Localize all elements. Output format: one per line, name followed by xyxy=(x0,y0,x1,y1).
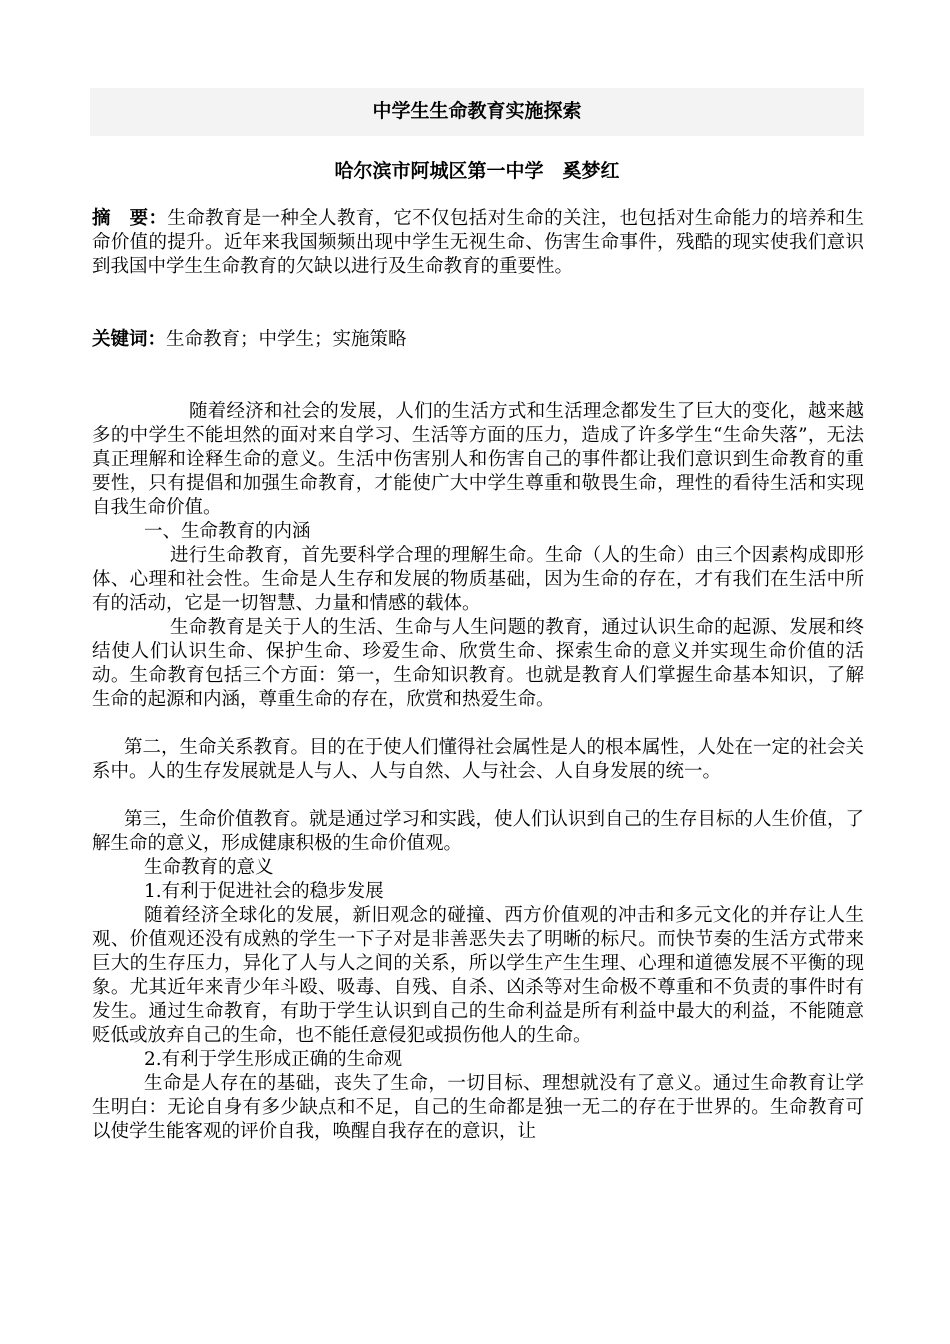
spacer xyxy=(92,784,864,808)
keywords xyxy=(92,328,864,352)
spacer xyxy=(92,712,864,736)
subheading-2: 2.有利于学生形成正确的生命观 xyxy=(144,1049,403,1070)
author-line: 哈尔滨市阿城区第一中学 奚梦红 xyxy=(334,160,620,182)
abstract-label: 摘 要： xyxy=(92,208,168,229)
paragraph-1: 进行生命教育，首先要科学合理的理解生命。生命（人的生命）由三个因素构成即形体、心理和社会性。生命是人生存和发展的物质基础，因为生命的存在，才有我们在生活中所有的活动，它是一切智慧、力量和情感的载体。 xyxy=(92,545,864,614)
paragraph-6: 生命是人存在的基础，丧失了生命，一切目标、理想就没有了意义。通过生命教育让学生明白：无论自身有多少缺点和不足，自己的生命都是独一无二的存在于世界的。生命教育可以使学生能客观的评价自我，唤醒自我存在的意识，让 xyxy=(92,1073,864,1142)
paragraph-3: 第二，生命关系教育。目的在于使人们懂得社会属性是人的根本属性，人处在一定的社会关系中。人的生存发展就是人与人、人与自然、人与社会、人自身发展的统一。 xyxy=(92,737,865,782)
paragraph-5: 随着经济全球化的发展，新旧观念的碰撞、西方价值观的冲击和多元文化的并存让人生观、价值观还没有成熟的学生一下子对是非善恶失去了明晰的标尺。而快节奏的生活方式带来巨大的生存压力，异化了人与人之间的关系，所以学生产生生理、心理和道德发展不平衡的现象。尤其近年来青少年斗殴、吸毒、自残、自杀、凶杀等对生命极不尊重和不负责的事件时有发生。通过生命教育，有助于学生认识到自己的生命利益是所有利益中最大的利益，不能随意贬低或放弃自己的生命，也不能任意侵犯或损伤他人的生命。 xyxy=(92,905,864,1046)
keywords-text: 生命教育；中学生；实施策略 xyxy=(166,329,407,350)
paragraph-2: 生命教育是关于人的生活、生命与人生问题的教育，通过认识生命的起源、发展和终结使人们认识生命、保护生命、珍爱生命、欣赏生命、探索生命的意义并实现生命价值的活动。生命教育包括三个方面：第一，生命知识教育。也就是教育人们掌握生命基本知识，了解生命的起源和内涵，尊重生命的存在，欣赏和热爱生命。 xyxy=(92,617,864,710)
keywords-label: 关键词： xyxy=(92,329,167,350)
abstract-text: 生命教育是一种全人教育，它不仅包括对生命的关注，也包括对生命能力的培养和生命价值的提升。近年来我国频频出现中学生无视生命、伤害生命事件，残酷的现实使我们意识到我国中学生生命教育的欠缺以进行及生命教育的重要性。 xyxy=(92,208,864,277)
paragraph-4: 第三，生命价值教育。就是通过学习和实践，使人们认识到自己的生存目标的人生价值，了解生命的意义，形成健康积极的生命价值观。 xyxy=(92,809,865,854)
abstract xyxy=(92,207,864,279)
section-heading-1: 一、生命教育的内涵 xyxy=(144,521,311,542)
intro-paragraph: 随着经济和社会的发展，人们的生活方式和生活理念都发生了巨大的变化，越来越多的中学生不能坦然的面对来自学习、生活等方面的压力，造成了许多学生“生命失落”，无法真正理解和诠释生命的意义。生活中伤害别人和伤害自己的事件都让我们意识到生命教育的重要性，只有提倡和加强生命教育，才能使广大中学生尊重和敬畏生命，理性的看待生活和实现自我生命价值。 xyxy=(92,401,864,518)
section-heading-2: 生命教育的意义 xyxy=(144,857,274,878)
body-text xyxy=(92,400,864,1144)
document-title: 中学生生命教育实施探索 xyxy=(372,100,582,122)
subheading-1: 1.有利于促进社会的稳步发展 xyxy=(144,881,384,902)
